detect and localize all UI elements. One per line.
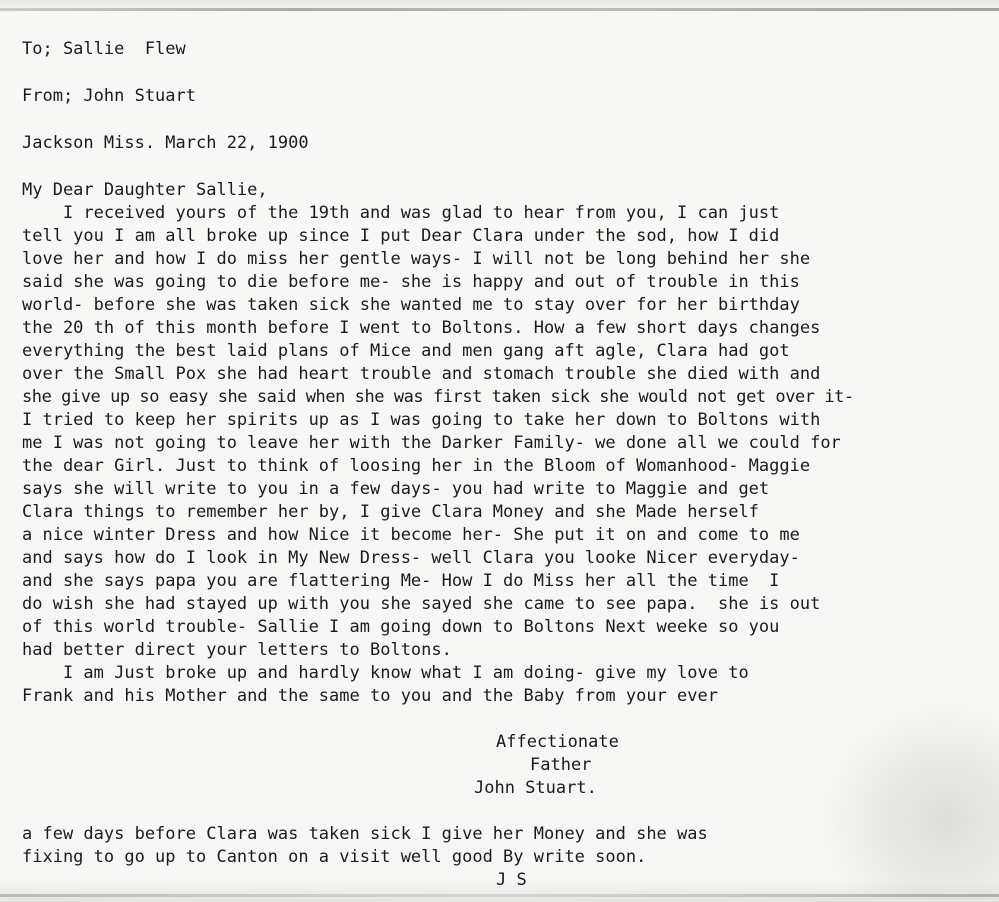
body-line: she give up so easy she said when she was first taken sick she would not get over it-: [22, 387, 854, 407]
closing-father: Father: [530, 755, 592, 775]
body-line: I am Just broke up and hardly know what I am doing- give my love to: [22, 663, 749, 683]
body-line: everything the best laid plans of Mice and men gang aft agle, Clara had got: [22, 341, 790, 361]
postscript-line: a few days before Clara was taken sick I give her Money and she was: [22, 824, 708, 844]
body-line: I tried to keep her spirits up as I was going to take her down to Boltons with: [22, 410, 821, 430]
place-date-line: Jackson Miss. March 22, 1900: [22, 133, 309, 153]
body-line: the 20 th of this month before I went to Boltons. How a few short days changes: [22, 318, 821, 338]
paper-smudge: [819, 700, 999, 900]
body-line: of this world trouble- Sallie I am going down to Boltons Next weeke so you: [22, 617, 780, 637]
body-line: me I was not going to leave her with the Darker Family- we done all we could for: [22, 433, 841, 453]
body-line: had better direct your letters to Boltons.: [22, 640, 452, 660]
body-line: world- before she was taken sick she wanted me to stay over for her birthday: [22, 295, 800, 315]
body-line: do wish she had stayed up with you she sayed she came to see papa. she is out: [22, 594, 821, 614]
postscript-line: fixing to go up to Canton on a visit well good By write soon.: [22, 847, 647, 867]
initials: J S: [496, 870, 527, 890]
body-line: said she was going to die before me- she is happy and out of trouble in this: [22, 272, 800, 292]
top-edge-shadow: [0, 8, 999, 11]
body-line: a nice winter Dress and how Nice it become her- She put it on and come to me: [22, 525, 800, 545]
body-line: and she says papa you are flattering Me- How I do Miss her all the time I: [22, 571, 780, 591]
bottom-edge-shadow: [0, 894, 999, 897]
from-line: From; John Stuart: [22, 86, 196, 106]
closing-signature: John Stuart.: [474, 778, 597, 798]
body-line: tell you I am all broke up since I put Dear Clara under the sod, how I did: [22, 226, 780, 246]
body-line: I received yours of the 19th and was glad to hear from you, I can just: [22, 203, 780, 223]
salutation: My Dear Daughter Sallie,: [22, 180, 268, 200]
body-line: the dear Girl. Just to think of loosing her in the Bloom of Womanhood- Maggie: [22, 456, 811, 476]
body-line: and says how do I look in My New Dress- well Clara you looke Nicer everyday-: [22, 548, 800, 568]
body-line: Clara things to remember her by, I give Clara Money and she Made herself: [22, 502, 759, 522]
to-line: To; Sallie Flew: [22, 39, 186, 59]
body-line: love her and how I do miss her gentle ways- I will not be long behind her she: [22, 249, 811, 269]
body-line: says she will write to you in a few days- you had write to Maggie and get: [22, 479, 770, 499]
body-line: over the Small Pox she had heart trouble and stomach trouble she died with and: [22, 364, 821, 384]
body-line: Frank and his Mother and the same to you and the Baby from your ever: [22, 686, 718, 706]
closing-affectionate: Affectionate: [496, 732, 619, 752]
